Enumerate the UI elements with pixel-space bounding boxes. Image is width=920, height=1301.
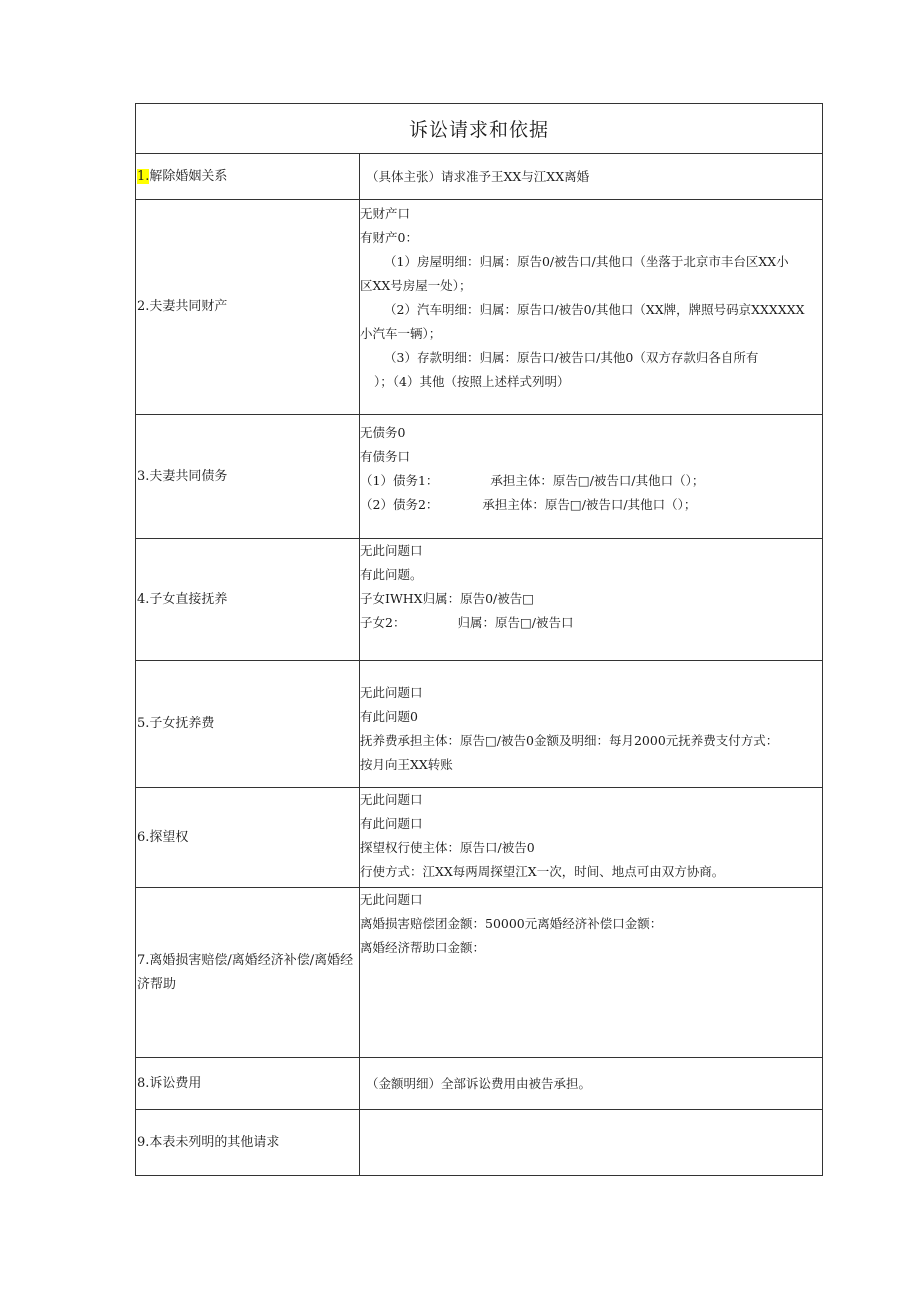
row-content [360, 888, 823, 1058]
content-line: （1）房屋明细：归属：原告0/被告口/其他口（坐落于北京市丰台区XX小 [384, 254, 789, 269]
row-content [360, 539, 823, 661]
content-line: 抚养费承担主体：原告□/被告0金额及明细：每月2000元抚养费支付方式： [360, 733, 779, 748]
content-line: 有此问题。 [360, 567, 423, 582]
row-label: 5.子女抚养费 [136, 661, 360, 788]
row-content [360, 415, 823, 539]
content-line: 子女IWHX归属：原告0/被告□ [360, 591, 535, 606]
table-row-other-requests [136, 1110, 823, 1176]
table-row-custody [136, 539, 823, 661]
content-line: 探望权行使主体：原告口/被告0 [360, 840, 535, 855]
row-content [360, 1058, 823, 1110]
content-line: （3）存款明细：归属：原告口/被告口/其他0（双方存款归各自所有 [384, 350, 759, 365]
row-label: 6.探望权 [136, 788, 360, 888]
table-title: 诉讼请求和依据 [136, 104, 823, 154]
row-label: 9.本表未列明的其他请求 [136, 1110, 360, 1176]
content-line: 有财产0： [360, 230, 418, 245]
title-row [136, 104, 823, 154]
row-label: 7.离婚损害赔偿/离婚经济补偿/离婚经济帮助 [136, 888, 360, 1058]
row-content-empty[interactable] [360, 1110, 823, 1176]
child2-detail: 归属：原告□/被告口 [457, 615, 574, 630]
row-content [360, 661, 823, 788]
debt1-detail: 承担主体：原告□/被告口/其他口（）； [490, 473, 705, 488]
content-line: ）；（4）其他（按照上述样式列明） [374, 374, 570, 389]
content-line [360, 493, 822, 517]
row-content [360, 154, 823, 200]
table-row-compensation [136, 888, 823, 1058]
content-line: 无此问题口 [360, 892, 423, 907]
content-line: 无此问题口 [360, 685, 423, 700]
debt2-label: （2）债务2： [360, 497, 439, 512]
content-line: 无此问题口 [360, 792, 423, 807]
row-label-text: 解除婚姻关系 [149, 168, 228, 184]
row-content [360, 200, 823, 415]
content-line: 离婚经济帮助口金额： [360, 940, 486, 955]
table-row-visitation [136, 788, 823, 888]
row-label [136, 154, 360, 200]
content-line: 有此问题0 [360, 709, 418, 724]
row-label: 3.夫妻共同债务 [136, 415, 360, 539]
content-line: 无债务0 [360, 425, 406, 440]
table-row-property [136, 200, 823, 415]
content-line: （金额明细）全部诉讼费用由被告承担。 [366, 1075, 592, 1091]
table-row-divorce [136, 154, 823, 200]
complaint-table [135, 103, 823, 1176]
row-label: 4.子女直接抚养 [136, 539, 360, 661]
content-line: 按月向王XX转账 [360, 757, 453, 772]
row-content [360, 788, 823, 888]
content-line: 无此问题口 [360, 543, 423, 558]
content-line: 小汽车一辆）； [360, 326, 442, 341]
content-line: （2）汽车明细：归属：原告口/被告0/其他口（XX牌，牌照号码京XXXXXX [384, 302, 805, 317]
debt2-detail: 承担主体：原告□/被告口/其他口（）； [482, 497, 697, 512]
content-line: （具体主张）请求准予王XX与江XX离婚 [366, 168, 590, 184]
content-line: 区XX号房屋一处）； [360, 278, 472, 293]
child2-label: 子女2： [360, 615, 406, 630]
content-line: 有债务口 [360, 449, 411, 464]
table-row-litigation-costs [136, 1058, 823, 1110]
table-row-child-support [136, 661, 823, 788]
content-line: 无财产口 [360, 206, 411, 221]
row-label: 8.诉讼费用 [136, 1058, 360, 1110]
content-line: 行使方式：江XX每两周探望江X一次，时间、地点可由双方协商。 [360, 864, 725, 879]
row-label: 2.夫妻共同财产 [136, 200, 360, 415]
debt1-label: （1）债务1： [360, 473, 439, 488]
content-line [360, 611, 822, 635]
row-number-highlight: 1. [137, 168, 150, 184]
table-row-debt [136, 415, 823, 539]
content-line: 离婚损害赔偿团金额：50000元离婚经济补偿口金额： [360, 916, 663, 931]
content-line [360, 469, 822, 493]
content-line: 有此问题口 [360, 816, 423, 831]
